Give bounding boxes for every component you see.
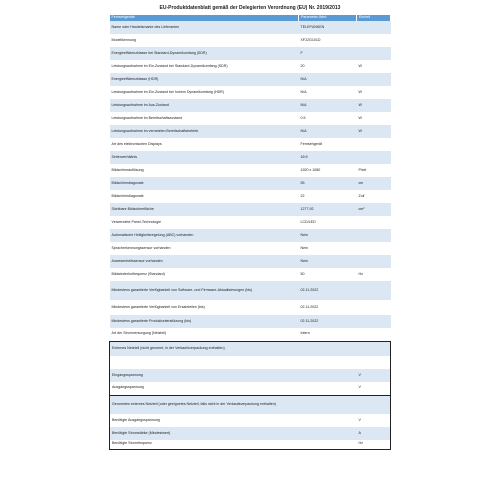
row-value: LCD/LED	[299, 216, 357, 229]
row-value	[299, 382, 357, 395]
row-label: Mindestens garantierte Verfügbarkeit von Software- und Firmware-Aktualisierungen (bis)	[110, 281, 299, 300]
row-label: Mindestens garantierte Verfügbarkeit von Ersatzteilen (bis)	[110, 300, 299, 315]
row-unit	[357, 395, 391, 414]
table-row	[110, 125, 391, 138]
row-value: Nein	[299, 255, 357, 268]
table-row	[110, 177, 391, 190]
table-row	[110, 382, 391, 395]
row-label: Seitenverhältnis	[110, 151, 299, 164]
header-value: Parameter-Wert	[299, 15, 357, 21]
row-value: 50	[299, 268, 357, 281]
table-row	[110, 47, 391, 60]
row-label: Genormtes externes Netzteil (oder geeignetes Netzteil, falls nicht in der Verkaufsverpackung enthalten)	[110, 395, 299, 414]
row-unit: cm²	[357, 203, 391, 216]
row-unit	[357, 34, 391, 47]
table-row	[110, 356, 391, 369]
table-row	[110, 328, 391, 341]
row-label: Bildschirmauflösung	[110, 164, 299, 177]
table-row	[110, 112, 391, 125]
row-unit	[357, 356, 391, 369]
row-unit	[357, 47, 391, 60]
row-label: Bildschirmdiagonale	[110, 190, 299, 203]
row-label: Bildschirmdiagonale	[110, 177, 299, 190]
row-unit: V	[357, 382, 391, 395]
row-unit: W	[357, 86, 391, 99]
row-unit: W	[357, 112, 391, 125]
row-value: Nein	[299, 242, 357, 255]
row-value: Nein	[299, 229, 357, 242]
row-unit: Hz	[357, 440, 391, 449]
row-label: Automatische Helligkeitsregelung (ABC) vorhanden	[110, 229, 299, 242]
table-row	[110, 315, 391, 328]
table-row	[110, 341, 391, 356]
row-value: N/A	[299, 125, 357, 138]
row-value	[299, 369, 357, 382]
table-row	[110, 395, 391, 414]
table-row	[110, 414, 391, 427]
row-unit: A	[357, 427, 391, 440]
row-label: Name oder Handelsmarke des Lieferanten	[110, 21, 299, 34]
row-unit	[357, 328, 391, 341]
row-unit: Zoll	[357, 190, 391, 203]
row-unit	[357, 242, 391, 255]
row-value: F	[299, 47, 357, 60]
table-row	[110, 229, 391, 242]
row-label: Energieeffizienzklasse bei Standard-Dynamikumfang (SDR)	[110, 47, 299, 60]
table-row	[110, 164, 391, 177]
table-row	[110, 151, 391, 164]
row-unit: W	[357, 125, 391, 138]
row-value	[299, 356, 357, 369]
row-label: Leistungsaufnahme im Ein-Zustand bei Standard-Dynamikumfang (SDR)	[110, 60, 299, 73]
row-value: 1920 x 1080	[299, 164, 357, 177]
row-unit	[357, 216, 391, 229]
table-row	[110, 242, 391, 255]
row-value: 0.5	[299, 112, 357, 125]
row-label: Mindestens garantierte Produktunterstützung (bis)	[110, 315, 299, 328]
row-value: 55	[299, 177, 357, 190]
row-label: Leistungsaufnahme im vernetzten Bereitschaftsbetrieb	[110, 125, 299, 138]
row-label: Anwesenheitssensor vorhanden	[110, 255, 299, 268]
row-label: Externes Netzteil (nicht genormt, in der Verkaufsverpackung enthalten)	[110, 341, 299, 356]
row-value: N/A	[299, 86, 357, 99]
table-row	[110, 86, 391, 99]
table-row	[110, 21, 391, 34]
table-row	[110, 73, 391, 86]
row-label: Art des elektronischen Displays	[110, 138, 299, 151]
row-value: 16:9	[299, 151, 357, 164]
row-unit: Hz	[357, 268, 391, 281]
table-row	[110, 427, 391, 440]
row-unit	[357, 341, 391, 356]
row-label: Sichtbare Bildschirmfläche	[110, 203, 299, 216]
table-body	[110, 21, 391, 449]
table-row	[110, 60, 391, 73]
row-unit: V	[357, 369, 391, 382]
row-value	[299, 341, 357, 356]
row-unit	[357, 21, 391, 34]
row-unit: V	[357, 414, 391, 427]
row-value: Intern	[299, 328, 357, 341]
header-parameter: Fernsehgeräte	[110, 15, 299, 21]
row-unit: Pixel	[357, 164, 391, 177]
row-label: Benötigte Stromstärke (Mindestwert)	[110, 427, 299, 440]
table-row	[110, 138, 391, 151]
row-label: Bildwiederholfrequenz (Standard)	[110, 268, 299, 281]
row-value	[299, 427, 357, 440]
row-value	[299, 440, 357, 449]
row-value	[299, 414, 357, 427]
row-value: N/A	[299, 99, 357, 112]
row-label: Modellkennung	[110, 34, 299, 47]
page-title: EU-Produktdatenblatt gemäß der Delegierten Verordnung (EU) Nr. 2019/2013	[159, 5, 341, 11]
row-label: Eingangsspannung	[110, 369, 299, 382]
row-unit	[357, 255, 391, 268]
row-value: Fernsehgerät	[299, 138, 357, 151]
row-value: N/A	[299, 73, 357, 86]
table-row	[110, 369, 391, 382]
row-value: 02.11.2022	[299, 315, 357, 328]
row-label	[110, 356, 299, 369]
row-label: Ausgangsspannung	[110, 382, 299, 395]
row-unit: W	[357, 99, 391, 112]
row-value: 20	[299, 60, 357, 73]
table-row	[110, 34, 391, 47]
row-label: Benötigte Ausgangsspannung	[110, 414, 299, 427]
row-value: 22	[299, 190, 357, 203]
table-row	[110, 440, 391, 449]
table-row	[110, 99, 391, 112]
datasheet-table	[109, 15, 391, 450]
row-value: 02.11.2022	[299, 281, 357, 300]
header-unit: Einheit	[357, 15, 391, 21]
row-label: Leistungsaufnahme im Bereitschaftszustand	[110, 112, 299, 125]
row-unit	[357, 281, 391, 300]
row-unit	[357, 151, 391, 164]
row-value: TELEFUNKEN	[299, 21, 357, 34]
row-unit	[357, 315, 391, 328]
row-unit	[357, 229, 391, 242]
row-label: Leistungsaufnahme im Aus-Zustand	[110, 99, 299, 112]
row-unit: W	[357, 60, 391, 73]
row-value: 02.11.2022	[299, 300, 357, 315]
table-row	[110, 216, 391, 229]
table-row	[110, 281, 391, 300]
row-unit	[357, 73, 391, 86]
table-row	[110, 268, 391, 281]
row-label: Energieeffizienzklasse (HDR)	[110, 73, 299, 86]
row-unit	[357, 300, 391, 315]
row-label: Verwendete Panel-Technologie	[110, 216, 299, 229]
row-value: 1277,92	[299, 203, 357, 216]
row-value	[299, 395, 357, 414]
row-label: Leistungsaufnahme im Ein-Zustand bei hohem Dynamikumfang (HDR)	[110, 86, 299, 99]
table-row	[110, 190, 391, 203]
row-unit	[357, 138, 391, 151]
table-row	[110, 203, 391, 216]
row-value: XF22G101D	[299, 34, 357, 47]
table-row	[110, 255, 391, 268]
row-label: Benötigte Stromfrequenz	[110, 440, 299, 449]
row-unit: cm	[357, 177, 391, 190]
table-row	[110, 300, 391, 315]
row-label: Art der Stromversorgung (Netzteil)	[110, 328, 299, 341]
row-label: Spracherkennungssensor vorhanden	[110, 242, 299, 255]
